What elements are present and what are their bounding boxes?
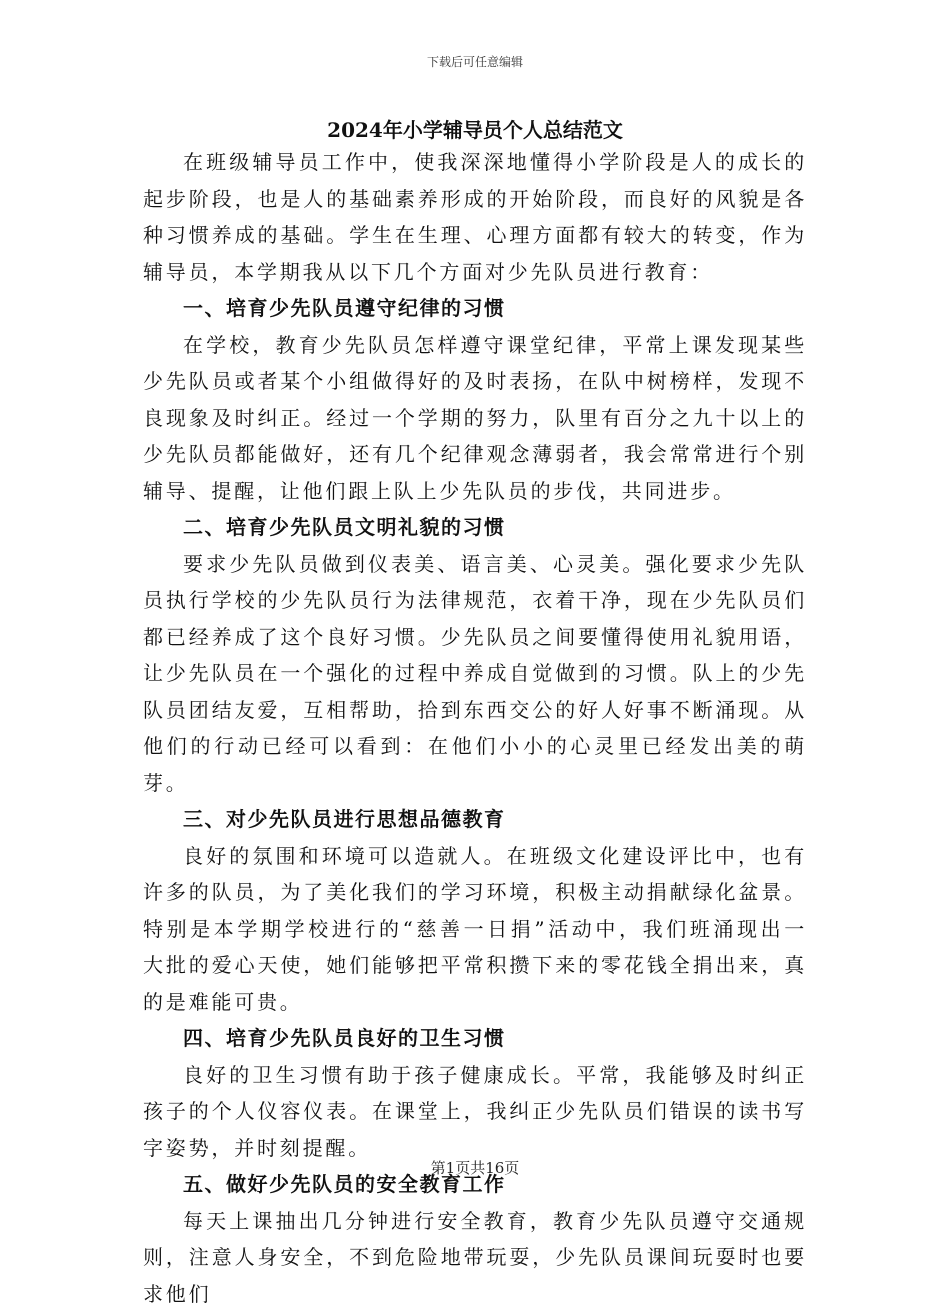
intro-paragraph: 在班级辅导员工作中，使我深深地懂得小学阶段是人的成长的起步阶段，也是人的基础素养形成的开始阶段，而良好的风貌是各种习惯养成的基础。学生在生理、心理方面都有较大的转变，作为辅导员，本学期我从以下几个方面对少先队员进行教育： [143, 144, 807, 290]
section-body-3: 良好的氛围和环境可以造就人。在班级文化建设评比中，也有许多的队员，为了美化我们的学习环境，积极主动捐献绿化盆景。特别是本学期学校进行的“慈善一日捐”活动中，我们班涌现出一大批的爱心天使，她们能够把平常积攒下来的零花钱全捐出来，真的是难能可贵。 [143, 838, 807, 1021]
section-heading-1: 一、培育少先队员遵守纪律的习惯 [143, 290, 807, 327]
document-body [143, 144, 807, 1312]
document-title: 2024年小学辅导员个人总结范文 [0, 114, 950, 143]
section-body-1: 在学校，教育少先队员怎样遵守课堂纪律，平常上课发现某些少先队员或者某个小组做得好的及时表扬，在队中树榜样，发现不良现象及时纠正。经过一个学期的努力，队里有百分之九十以上的少先队员都能做好，还有几个纪律观念薄弱者，我会常常进行个别辅导、提醒，让他们跟上队上少先队员的步伐，共同进步。 [143, 327, 807, 510]
page-footer: 第1页共16页 [0, 1157, 950, 1178]
section-heading-2: 二、培育少先队员文明礼貌的习惯 [143, 509, 807, 546]
section-body-4: 良好的卫生习惯有助于孩子健康成长。平常，我能够及时纠正孩子的个人仪容仪表。在课堂上，我纠正少先队员们错误的读书写字姿势，并时刻提醒。 [143, 1057, 807, 1167]
section-body-2: 要求少先队员做到仪表美、语言美、心灵美。强化要求少先队员执行学校的少先队员行为法律规范，衣着干净，现在少先队员们都已经养成了这个良好习惯。少先队员之间要懂得使用礼貌用语，让少先队员在一个强化的过程中养成自觉做到的习惯。队上的少先队员团结友爱，互相帮助，拾到东西交公的好人好事不断涌现。从他们的行动已经可以看到：在他们小小的心灵里已经发出美的萌芽。 [143, 546, 807, 802]
section-heading-3: 三、对少先队员进行思想品德教育 [143, 801, 807, 838]
section-heading-5: 五、做好少先队员的安全教育工作 [143, 1166, 807, 1203]
section-body-5: 每天上课抽出几分钟进行安全教育，教育少先队员遵守交通规则，注意人身安全，不到危险地带玩耍，少先队员课间玩耍时也要求他们 [143, 1203, 807, 1312]
page-header-note: 下载后可任意编辑 [0, 53, 950, 70]
section-heading-4: 四、培育少先队员良好的卫生习惯 [143, 1020, 807, 1057]
